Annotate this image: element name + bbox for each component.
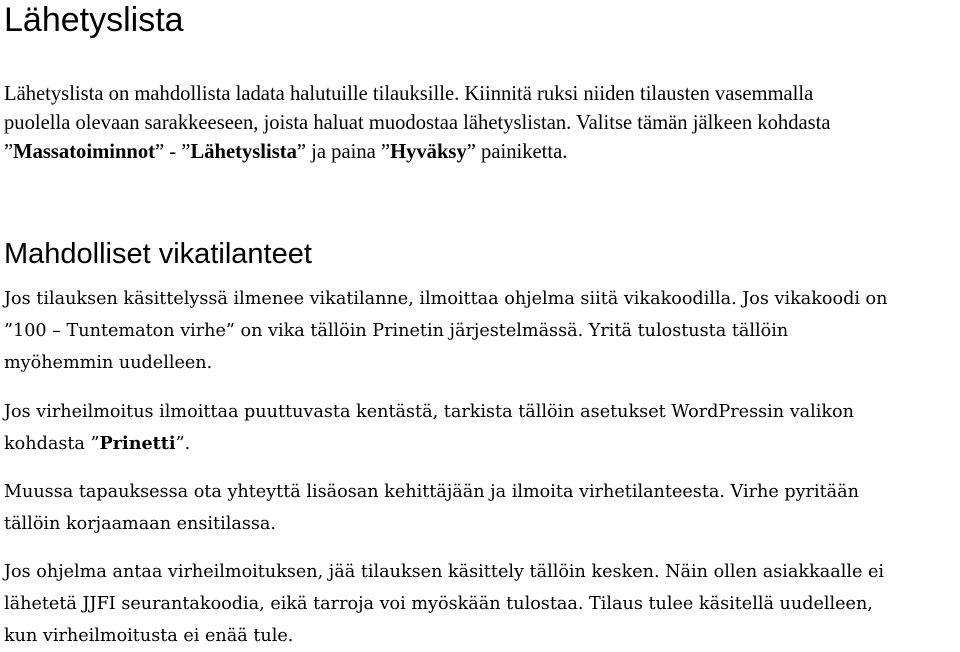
paragraph-3-line-1: Muussa tapauksessa ota yhteyttä lisäosan kehittäjään ja ilmoita virhetilanteesta. Virhe pyritään <box>4 482 859 502</box>
paragraph-2-line-1: Jos virheilmoitus ilmoittaa puuttuvasta kentästä, tarkista tällöin asetukset WordPressin valikon <box>4 402 854 422</box>
menu-path-lahetyslista: Lähetyslista <box>190 141 297 163</box>
intro-line-1: Lähetyslista on mahdollista ladata halutuille tilauksille. Kiinnitä ruksi niiden tilausten vasemmalla <box>4 83 814 105</box>
paragraph-1-line-1: Jos tilauksen käsittelyssä ilmenee vikatilanne, ilmoittaa ohjelma siitä vikakoodilla. Jos vikakoodi on <box>4 289 888 309</box>
error-paragraph-4 <box>4 556 956 652</box>
paragraph-4-line-3: kun virheilmoitusta ei enää tule. <box>4 626 294 646</box>
paragraph-2-prefix: kohdasta ” <box>4 434 100 454</box>
paragraph-1-line-2: ”100 – Tuntematon virhe” on vika tällöin Prinetin järjestelmässä. Yritä tulostusta tällöin <box>4 321 789 341</box>
button-name-hyvaksy: Hyväksy <box>390 141 467 163</box>
intro-paragraph <box>4 80 954 167</box>
paragraph-4-line-1: Jos ohjelma antaa virheilmoituksen, jää tilauksen käsittely tällöin kesken. Näin ollen asiakkaalle ei <box>4 562 885 582</box>
error-paragraph-3 <box>4 476 956 540</box>
open-quote: ” <box>4 141 14 163</box>
separator-text: ” - ” <box>155 141 191 163</box>
paragraph-4-line-2: lähetetä JJFI seurantakoodia, eikä tarroja voi myöskään tulostaa. Tilaus tulee käsitellä uudelleen, <box>4 594 873 614</box>
paragraph-1-line-3: myöhemmin uudelleen. <box>4 353 213 373</box>
menu-path-prinetti: Prinetti <box>99 433 176 454</box>
paragraph-2-suffix: ”. <box>175 434 191 454</box>
error-paragraph-2 <box>4 396 956 460</box>
intro-line-3 <box>4 138 954 167</box>
section-title: Mahdolliset vikatilanteet <box>4 238 312 270</box>
paragraph-2-line-2 <box>4 428 956 460</box>
page-title: Lähetyslista <box>4 1 184 39</box>
menu-path-massatoiminnot: Massatoiminnot <box>13 141 156 163</box>
error-paragraph-1 <box>4 283 956 379</box>
instruction-text: ” ja paina ” <box>296 141 391 163</box>
instruction-end-text: ” painiketta. <box>466 141 568 163</box>
paragraph-3-line-2: tällöin korjaamaan ensitilassa. <box>4 514 276 534</box>
intro-line-2: puolella olevaan sarakkeeseen, joista haluat muodostaa lähetyslistan. Valitse tämän jälkeen kohdasta <box>4 112 831 134</box>
